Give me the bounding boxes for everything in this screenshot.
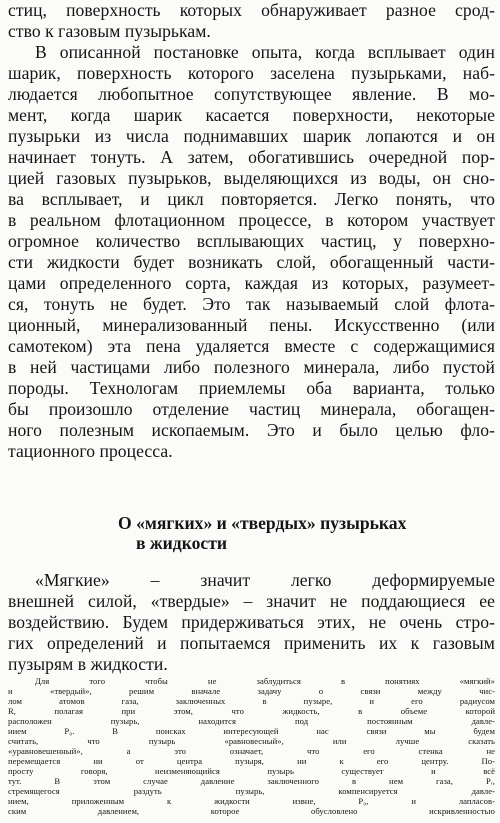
text-line: ного полезным ископаемым. Это и было целью фло-: [8, 420, 495, 440]
text-line: стремящегося раздуть пузырь, компенсируется давле-: [8, 786, 495, 796]
text-line: пузырьки из числа поднимавших шарик лопаются и он: [8, 126, 495, 146]
text-line: В описанной постановке опыта, когда всплывает один: [35, 42, 495, 62]
text-line: начинает тонуть. А затем, обогатившись очередной пор-: [8, 147, 495, 167]
text-line: Для того чтобы не заблудиться в понятиях «мягкий»: [35, 676, 495, 686]
text-line: «Мягкие» – значит легко деформируемые: [35, 570, 495, 590]
text-line: ционный, минерализованный пены. Искусственно (или: [8, 315, 495, 335]
text-line: лом атомов газа, заключенных в пузыре, и его радиусом: [8, 696, 495, 706]
text-line: мент, когда шарик касается поверхности, некоторые: [8, 105, 495, 125]
text-line: R, полагая при этом, что жидкость, в объеме которой: [8, 706, 495, 716]
text-line: ским давлением, которое обусловлено искривленностью: [8, 806, 495, 816]
text-line: огромное количество всплывающих частиц, у поверхно-: [8, 231, 495, 251]
text-line: ва всплывает, и цикл повторяется. Легко понять, что: [8, 189, 495, 209]
text-line: ство к газовым пузырькам.: [8, 21, 211, 41]
text-line: воздействию. Будем придерживаться этих, не очень стро-: [8, 612, 495, 632]
text-line: тационного процесса.: [8, 441, 173, 461]
text-line: ся, тонуть не будет. Это так называемый слой флота-: [8, 294, 495, 314]
text-line: гих определений и попытаемся применить их к газовым: [8, 633, 495, 653]
text-line: в ней частицами либо полезного минерала, либо пустой: [8, 357, 495, 377]
text-line: в реальном флотационном процессе, в котором участвует: [8, 210, 495, 230]
text-line: бы произошло отделение частиц минерала, обогащен-: [8, 399, 495, 419]
text-line: людается любопытное сопутствующее явление. В мо-: [8, 84, 495, 104]
text-line: перемещается ни от центра пузыря, ни к его центру. По-: [8, 756, 495, 766]
text-line: цами определенного сорта, каждая из которых, разумеет-: [8, 273, 495, 293]
text-line: нием, приложенным к жидкости извне, P₀, и лапласов-: [8, 796, 495, 806]
text-line: пузырям в жидкости.: [8, 654, 168, 674]
text-line: «уравновешенный», а это означает, что его стенка не: [8, 746, 495, 756]
section-heading-line: О «мягких» и «твердых» пузырьках: [118, 513, 407, 533]
text-line: цией газовых пузырьков, выделяющихся из воды, он сно-: [8, 168, 495, 188]
text-line: и «твердый», решим вначале задачу о связи между чис-: [8, 686, 495, 696]
text-line: шарик, поверхность которого заселена пузырьками, наб-: [8, 63, 495, 83]
text-line: породы. Технологам приемлемы оба варианта, только: [8, 378, 495, 398]
text-line: тут. В этом случае давление заключенного в нем газа, Pᵣ,: [8, 776, 495, 786]
text-line: самотеком) эта пена удаляется вместе с содержащимися: [8, 336, 495, 356]
text-line: считать, что пузырь «равновесный», или лучше сказать: [8, 736, 495, 746]
text-line: нием P₀. В поисках интересующей нас связи мы будем: [8, 726, 495, 736]
text-line: расположен пузырь, находится под постоянным давле-: [8, 716, 495, 726]
text-line: стиц, поверхность которых обнаруживает разное срод-: [8, 0, 495, 20]
text-line: просту говоря, неизменяющийся пузырь существует и всё: [8, 766, 495, 776]
text-line: внешней силой, «твердые» – значит не поддающиеся ее: [8, 591, 495, 611]
section-heading-line: в жидкости: [136, 533, 227, 553]
text-line: сти жидкости будет возникать слой, обогащенный части-: [8, 252, 495, 272]
